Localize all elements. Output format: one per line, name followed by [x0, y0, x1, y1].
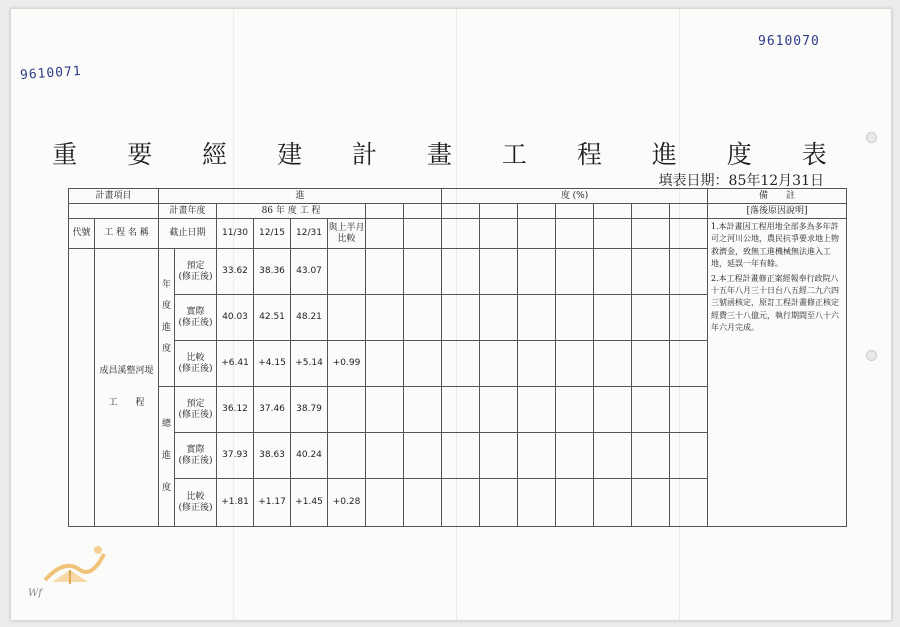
value-cell: +6.41 [217, 341, 254, 387]
value-cell: 43.07 [291, 249, 328, 295]
punch-hole [866, 350, 877, 361]
blank-cell [518, 204, 556, 219]
value-cell: +4.15 [254, 341, 291, 387]
code-header: 代號 [69, 219, 95, 249]
blank-cell [594, 204, 632, 219]
value-cell: 40.24 [291, 433, 328, 479]
value-cell: 37.93 [217, 433, 254, 479]
reason-header: [落後原因說明] [708, 204, 847, 219]
work-name-header: 工 程 名 稱 [95, 219, 159, 249]
value-cell: +1.81 [217, 479, 254, 527]
plan-item-header: 計畫項目 [69, 189, 159, 204]
compare-cell: +0.99 [328, 341, 366, 387]
blank-cell [442, 204, 480, 219]
work-year-header: 86 年 度 工 程 [217, 204, 366, 219]
value-cell: 40.03 [217, 295, 254, 341]
progress-table [68, 188, 847, 527]
project-name: 成昌溪整河堤 [99, 365, 154, 376]
compare-cell [328, 433, 366, 479]
fill-date: 填表日期：85年12月31日 [658, 173, 824, 189]
value-cell: 38.36 [254, 249, 291, 295]
compare-cell [328, 387, 366, 433]
remarks-cell [708, 219, 847, 527]
value-cell: 48.21 [291, 295, 328, 341]
project-name-suffix: 工 程 [108, 398, 145, 409]
row-label: 預定 (修正後) [175, 387, 217, 433]
project-name-cell [95, 249, 159, 527]
plan-year-header: 計畫年度 [159, 204, 217, 219]
date-header: 11/30 [217, 219, 254, 249]
value-cell: 37.46 [254, 387, 291, 433]
degree-header: 度 (%) [442, 189, 708, 204]
row-label: 實際 (修正後) [175, 295, 217, 341]
deadline-header: 截止日期 [159, 219, 217, 249]
value-cell: 38.63 [254, 433, 291, 479]
value-cell: +5.14 [291, 341, 328, 387]
compare-cell: +0.28 [328, 479, 366, 527]
compare-half-header: 與上半月比較 [328, 219, 366, 249]
value-cell: +1.17 [254, 479, 291, 527]
row-label: 比較 (修正後) [175, 341, 217, 387]
date-header: 12/15 [254, 219, 291, 249]
year-progress-group: 年 度 進 度 [159, 249, 175, 387]
total-progress-group: 總 進 度 [159, 387, 175, 527]
remark-item: 2.本工程計畫修正案經報奉行政院八十五年八月三十日台八五經二九六四三號函核定，原訂工程計畫修正核定經費三十八億元，執行期間至八十六年六月完成。 [711, 273, 840, 333]
value-cell: +1.45 [291, 479, 328, 527]
archive-logo-icon [40, 540, 110, 590]
blank-cell [632, 204, 670, 219]
date-header: 12/31 [291, 219, 328, 249]
blank-cell [670, 204, 708, 219]
row-label: 比較 (修正後) [175, 479, 217, 527]
document-number-stamp-left: 9610071 [19, 63, 83, 84]
value-cell: 36.12 [217, 387, 254, 433]
blank-cell [404, 204, 442, 219]
document-number-stamp-right: 9610070 [758, 34, 820, 49]
value-cell: 33.62 [217, 249, 254, 295]
handwritten-signature: Wf [28, 588, 42, 599]
blank-cell [69, 204, 159, 219]
value-cell: 38.79 [291, 387, 328, 433]
value-cell: 42.51 [254, 295, 291, 341]
compare-cell [328, 295, 366, 341]
compare-cell [328, 249, 366, 295]
blank-cell [366, 204, 404, 219]
row-label: 實際 (修正後) [175, 433, 217, 479]
code-cell [69, 249, 95, 527]
remarks-header: 備 註 [708, 189, 847, 204]
row-label: 預定 (修正後) [175, 249, 217, 295]
document-title: 重 要 經 建 計 畫 工 程 進 度 表 [52, 140, 848, 169]
blank-cell [556, 204, 594, 219]
progress-header: 進 [159, 189, 442, 204]
blank-cell [480, 204, 518, 219]
remark-item: 1.本計畫因工程用地全部多為多年許可之河川公地，農民抗爭要求地上物救濟金，致無工進機械無法進入工地，延誤一年有餘。 [711, 222, 840, 269]
